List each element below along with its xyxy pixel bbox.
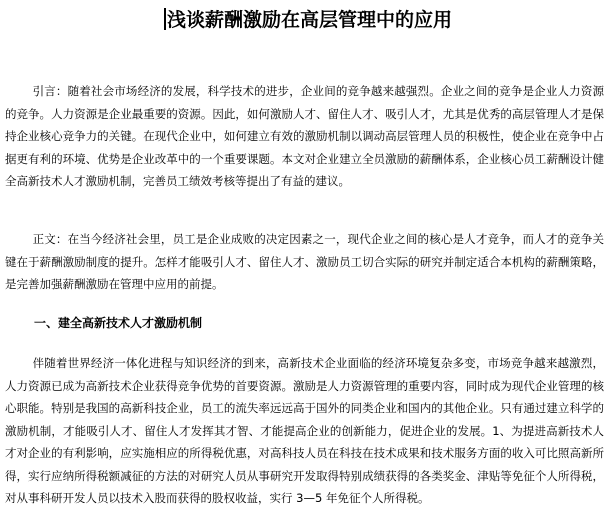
body-paragraph: 正文：在当今经济社会里，员工是企业成败的决定因素之一，现代企业之间的核心是人才竞争，而人才的竞争关键在于薪酬激励制度的提升。怎样才能吸引人才、留住人才、激励员工切合实际的研究并制定适合本机构的薪酬策略，是完善加强薪酬激励在管理中应用的前提。	[5, 232, 604, 291]
section-heading: 一、建全高新技术人才激励机制	[34, 316, 203, 330]
document-title	[0, 6, 616, 34]
section-paragraph: 伴随着世界经济一体化进程与知识经济的到来，高新技术企业面临的经济环境复杂多变，市场竞争越来越激烈，人力资源已成为高新技术企业获得竞争优势的首要资源。激励是人力资源管理的重要内容，同时成为现代企业管理的核心职能。特别是我国的高新科技企业，员工的流失率远远高于国外的同类企业和国内的其他企业。只有通过建立科学的激励机制，才能吸引人才、留住人才发挥其才智、才能提高企业的创新能力，促进企业的发展。1、为提进高新技术人才对企业的有利影响，应实施相应的所得税优惠，对高科技人员在科技在技术成果和技术服务方面的收入可比照高新所得，实行应纳所得税额减征的方法的对研究人员从事研究开发取得特别成绩获得的各类奖金、津贴等免征个人所得税，对从事科研开发人员以技术入股而获得的股权收益，实行 3—5 年免征个人所得税。	[5, 356, 604, 505]
intro-paragraph: 引言：随着社会市场经济的发展，科学技术的进步，企业间的竞争越来越强烈。企业之间的竞争是企业人力资源的竞争。人力资源是企业最重要的资源。因此，如何激励人才、留住人才、吸引人才，尤其是优秀的高层管理人才是保持企业核心竞争力的关键。在现代企业中，如何建立有效的激励机制以调动高层管理人员的积极性，使企业在竞争中占据更有利的环境、优势是企业改革中的一个重要课题。本文对企业建立全员激励的薪酬体系，企业核心员工薪酬设计健全高新技术人才激励机制，完善员工绩效考核等提出了有益的建议。	[5, 84, 604, 188]
document-title-text: 浅谈薪酬激励在高层管理中的应用	[166, 9, 452, 31]
text-cursor	[164, 8, 166, 30]
